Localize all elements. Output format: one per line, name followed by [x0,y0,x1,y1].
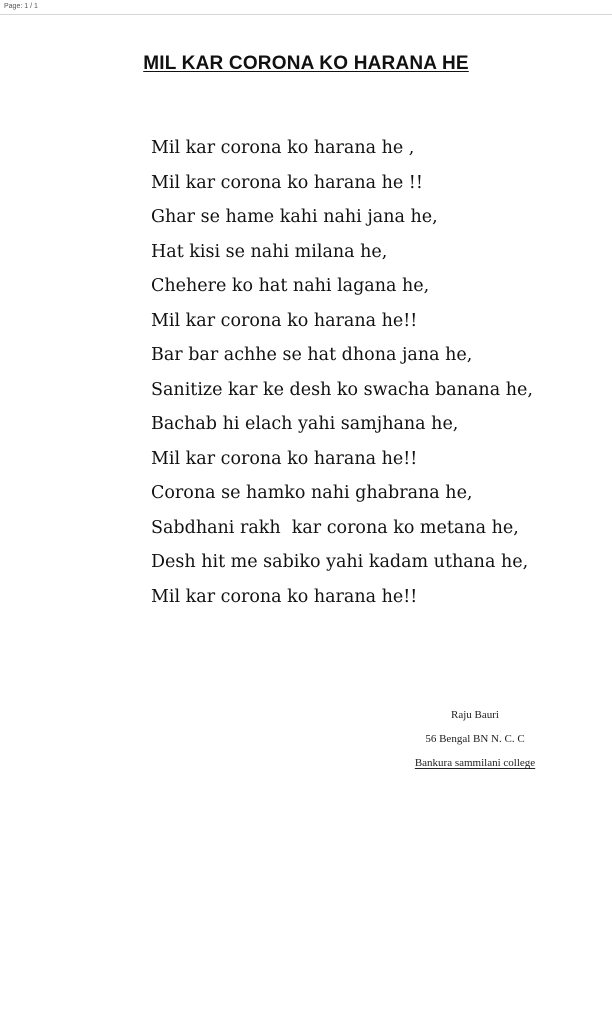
document-title: MIL KAR CORONA KO HARANA HE [143,53,469,74]
poem-line: Sanitize kar ke desh ko swacha banana he, [151,379,533,400]
poem-line: Bachab hi elach yahi samjhana he, [151,414,459,434]
poem-line: Mil kar corona ko harana he!! [151,310,418,331]
author-unit: 56 Bengal BN N. C. C [425,733,525,745]
poem-line: Hat kisi se nahi milana he, [151,241,388,262]
poem-line: Sabdhani rakh kar corona ko metana he, [151,517,519,538]
poem-line: Corona se hamko nahi ghabrana he, [151,483,473,503]
poem-line: Ghar se hame kahi nahi jana he, [151,207,438,227]
poem-line: Chehere ko hat nahi lagana he, [151,276,430,296]
document-page [0,15,612,1024]
page-indicator: Page: 1 / 1 [4,3,38,10]
signature-block [370,703,580,775]
poem-line: Mil kar corona ko harana he !! [151,172,423,193]
poem-line: Bar bar achhe se hat dhona jana he, [151,345,473,365]
poem-line: Mil kar corona ko harana he!! [151,448,418,469]
poem [151,131,533,614]
poem-line: Desh hit me sabiko yahi kadam uthana he, [151,552,529,572]
poem-line: Mil kar corona ko harana he , [151,138,415,158]
author-name: Raju Bauri [451,709,499,721]
poem-line: Mil kar corona ko harana he!! [151,586,418,607]
author-college: Bankura sammilani college [414,757,536,769]
viewer-toolbar [0,0,612,15]
